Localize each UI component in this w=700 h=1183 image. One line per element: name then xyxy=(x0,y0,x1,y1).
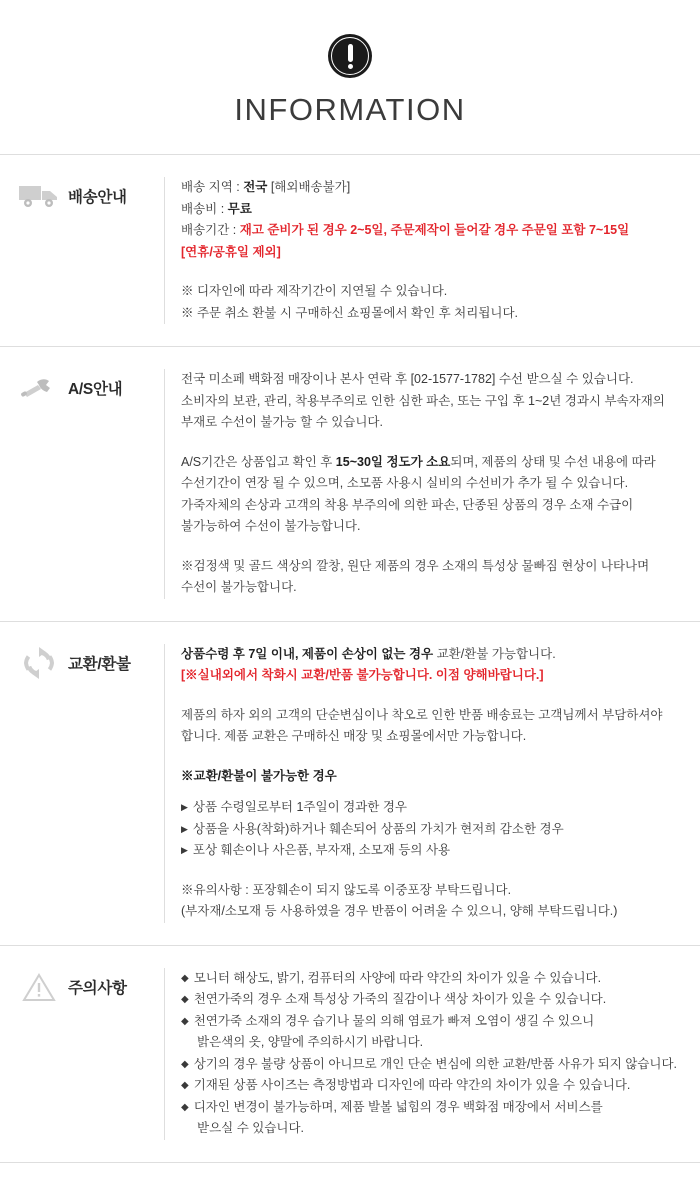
spacer xyxy=(181,748,684,766)
body-line xyxy=(181,880,684,902)
text-fragment: 천연가죽 소재의 경우 습기나 물의 의해 염료가 빠져 오염이 생길 수 있으니 xyxy=(193,1013,595,1028)
bullet-item xyxy=(181,1054,684,1076)
spacer xyxy=(181,263,684,281)
bullet-item xyxy=(181,840,684,862)
text-fragment: 가죽자체의 손상과 고객의 착용 부주의에 의한 파손, 단종된 상품의 경우 소재 수급이 xyxy=(181,497,634,512)
section-title: 주의사항 xyxy=(68,979,127,997)
text-fragment: A/S기간은 상품입고 확인 후 xyxy=(181,454,336,469)
section-body xyxy=(164,177,684,324)
section-title: 배송안내 xyxy=(68,189,127,206)
text-fragment: 7일 이내, 제품이 손상이 없는 경우 xyxy=(248,646,434,661)
text-fragment: 밝은색의 옷, 양말에 주의하시기 바랍니다. xyxy=(197,1035,424,1049)
body-line xyxy=(181,705,684,727)
text-fragment: 수선이 불가능합니다. xyxy=(181,580,297,594)
info-section-as xyxy=(0,346,700,621)
text-fragment: 전국 xyxy=(243,180,268,194)
body-line xyxy=(181,577,684,599)
text-fragment: 합니다. 제품 교환은 구매하신 매장 및 쇼핑몰에서만 가능합니다. xyxy=(181,729,527,743)
warning-triangle-icon xyxy=(16,970,62,1004)
text-fragment: ※유의사항 : 포장훼손이 되지 않도록 이중포장 부탁드립니다. xyxy=(181,882,512,897)
body-line xyxy=(181,1032,684,1054)
refresh-icon xyxy=(16,646,62,680)
section-body xyxy=(164,644,684,923)
bullet-item xyxy=(181,1075,684,1097)
section-heading xyxy=(16,968,164,1004)
text-fragment: 배송기간 : xyxy=(181,223,240,237)
section-body xyxy=(164,968,684,1140)
section-title: A/S안내 xyxy=(68,381,123,398)
text-fragment: 포상 훼손이나 사은품, 부자재, 소모재 등의 사용 xyxy=(192,843,451,857)
circle-exclamation-logo-icon xyxy=(328,34,372,78)
section-title: 교환/환불 xyxy=(68,655,131,673)
body-line xyxy=(181,516,684,538)
body-line xyxy=(181,452,684,474)
body-line xyxy=(181,369,684,391)
text-fragment: 천연가죽의 경우 소재 특성상 가죽의 질감이나 색상 차이가 있을 수 있습니다. xyxy=(193,992,607,1006)
text-fragment: 디자인 변경이 불가능하며, 제품 발볼 넓힘의 경우 백화점 매장에서 서비스를 xyxy=(193,1099,603,1114)
body-line xyxy=(181,901,684,923)
text-fragment: 제품의 하자 외의 고객의 단순변심이나 착오로 인한 반품 배송료는 고객님께서 부담하셔야 xyxy=(181,707,663,722)
page-title: INFORMATION xyxy=(234,92,466,127)
info-section-delivery xyxy=(0,154,700,346)
text-fragment: ※ 주문 취소 환불 시 구매하신 쇼핑몰에서 확인 후 처리됩니다. xyxy=(181,305,519,320)
text-fragment: 상품 수령일로부터 1주일이 경과한 경우 xyxy=(192,800,407,814)
section-heading xyxy=(16,644,164,680)
text-fragment: 소비자의 보관, 관리, 착용부주의로 인한 심한 파손, 또는 구입 후 1~2년 경과시 부속자재의 xyxy=(181,393,665,408)
text-fragment: [※실내외에서 착화시 교환/반품 불가능합니다. 이점 양해바랍니다.] xyxy=(181,668,544,682)
logo-bar xyxy=(348,44,353,62)
spacer xyxy=(181,434,684,452)
text-fragment: 배송 지역 : xyxy=(181,180,244,194)
text-fragment: 상품수령 후 xyxy=(181,646,249,661)
bullet-item xyxy=(181,1011,684,1033)
text-fragment: (부자재/소모재 등 사용하였을 경우 반품이 어려울 수 있으니, 양해 부탁드립니다.) xyxy=(181,904,618,918)
body-line xyxy=(181,220,684,242)
spacer xyxy=(181,687,684,705)
section-heading xyxy=(16,369,164,405)
body-line xyxy=(181,473,684,495)
text-fragment: 15~30일 정도가 소요 xyxy=(335,454,451,469)
text-fragment: 상품을 사용(착화)하거나 훼손되어 상품의 가치가 현저희 감소한 경우 xyxy=(192,821,564,836)
body-line xyxy=(181,726,684,748)
bullet-item xyxy=(181,819,684,841)
body-line xyxy=(181,495,684,517)
body-line xyxy=(181,177,684,199)
sections-container xyxy=(0,154,700,1163)
text-fragment: 되며, 제품의 상태 및 수선 내용에 따라 xyxy=(450,454,656,469)
section-body xyxy=(164,369,684,599)
bullet-item xyxy=(181,968,684,990)
body-line xyxy=(181,303,684,325)
text-fragment: [연휴/공휴일 제외] xyxy=(181,244,281,259)
text-fragment: ※교환/환불이 불가능한 경우 xyxy=(181,768,337,783)
body-line xyxy=(181,1118,684,1140)
text-fragment: 부재로 수선이 불가능 할 수 있습니다. xyxy=(181,415,383,429)
spacer xyxy=(181,862,684,880)
body-line xyxy=(181,412,684,434)
section-heading xyxy=(16,177,164,213)
text-fragment: 배송비 : xyxy=(181,201,228,216)
text-fragment: 기재된 상품 사이즈는 측정방법과 디자인에 따라 약간의 차이가 있을 수 있습니다. xyxy=(193,1078,631,1092)
text-fragment: 재고 준비가 된 경우 2~5일, 주문제작이 들어갈 경우 주문일 포함 7~15일 xyxy=(239,223,630,237)
body-line xyxy=(181,242,684,264)
info-section-caution xyxy=(0,945,700,1163)
text-fragment: ※검정색 및 골드 색상의 깔창, 원단 제품의 경우 소재의 특성상 물빠짐 현상이 나타나며 xyxy=(181,558,650,573)
body-line xyxy=(181,766,684,788)
spacer xyxy=(181,538,684,556)
bullet-item xyxy=(181,989,684,1011)
text-fragment: ※ 디자인에 따라 제작기간이 지연될 수 있습니다. xyxy=(181,284,448,298)
body-line xyxy=(181,556,684,578)
bullet-item xyxy=(181,797,684,819)
truck-icon xyxy=(16,179,62,213)
body-line xyxy=(181,665,684,687)
text-fragment: 상기의 경우 불량 상품이 아니므로 개인 단순 변심에 의한 교환/반품 사유가 되지 않습니다. xyxy=(193,1056,678,1071)
spacer xyxy=(181,787,684,797)
text-fragment: [해외배송불가] xyxy=(267,180,351,194)
bullet-item xyxy=(181,1097,684,1119)
text-fragment: 무료 xyxy=(227,201,252,216)
info-section-exchange xyxy=(0,621,700,945)
text-fragment: 모니터 해상도, 밝기, 컴퓨터의 사양에 따라 약간의 차이가 있을 수 있습니다. xyxy=(193,970,602,985)
logo-dot xyxy=(348,64,353,69)
hammer-icon xyxy=(16,371,62,405)
body-line xyxy=(181,391,684,413)
body-line xyxy=(181,281,684,303)
text-fragment: 수선기간이 연장 될 수 있으며, 소모품 사용시 실비의 수선비가 추가 될 수 있습니다. xyxy=(181,476,629,490)
body-line xyxy=(181,644,684,666)
text-fragment: 불가능하여 수선이 불가능합니다. xyxy=(181,519,361,533)
text-fragment: 교환/환불 가능합니다. xyxy=(433,646,556,661)
text-fragment: 전국 미소페 백화점 매장이나 본사 연락 후 [02-1577-1782] 수선 받으실 수 있습니다. xyxy=(181,372,634,386)
page-header xyxy=(0,0,700,154)
body-line xyxy=(181,199,684,221)
text-fragment: 받으실 수 있습니다. xyxy=(197,1121,305,1135)
